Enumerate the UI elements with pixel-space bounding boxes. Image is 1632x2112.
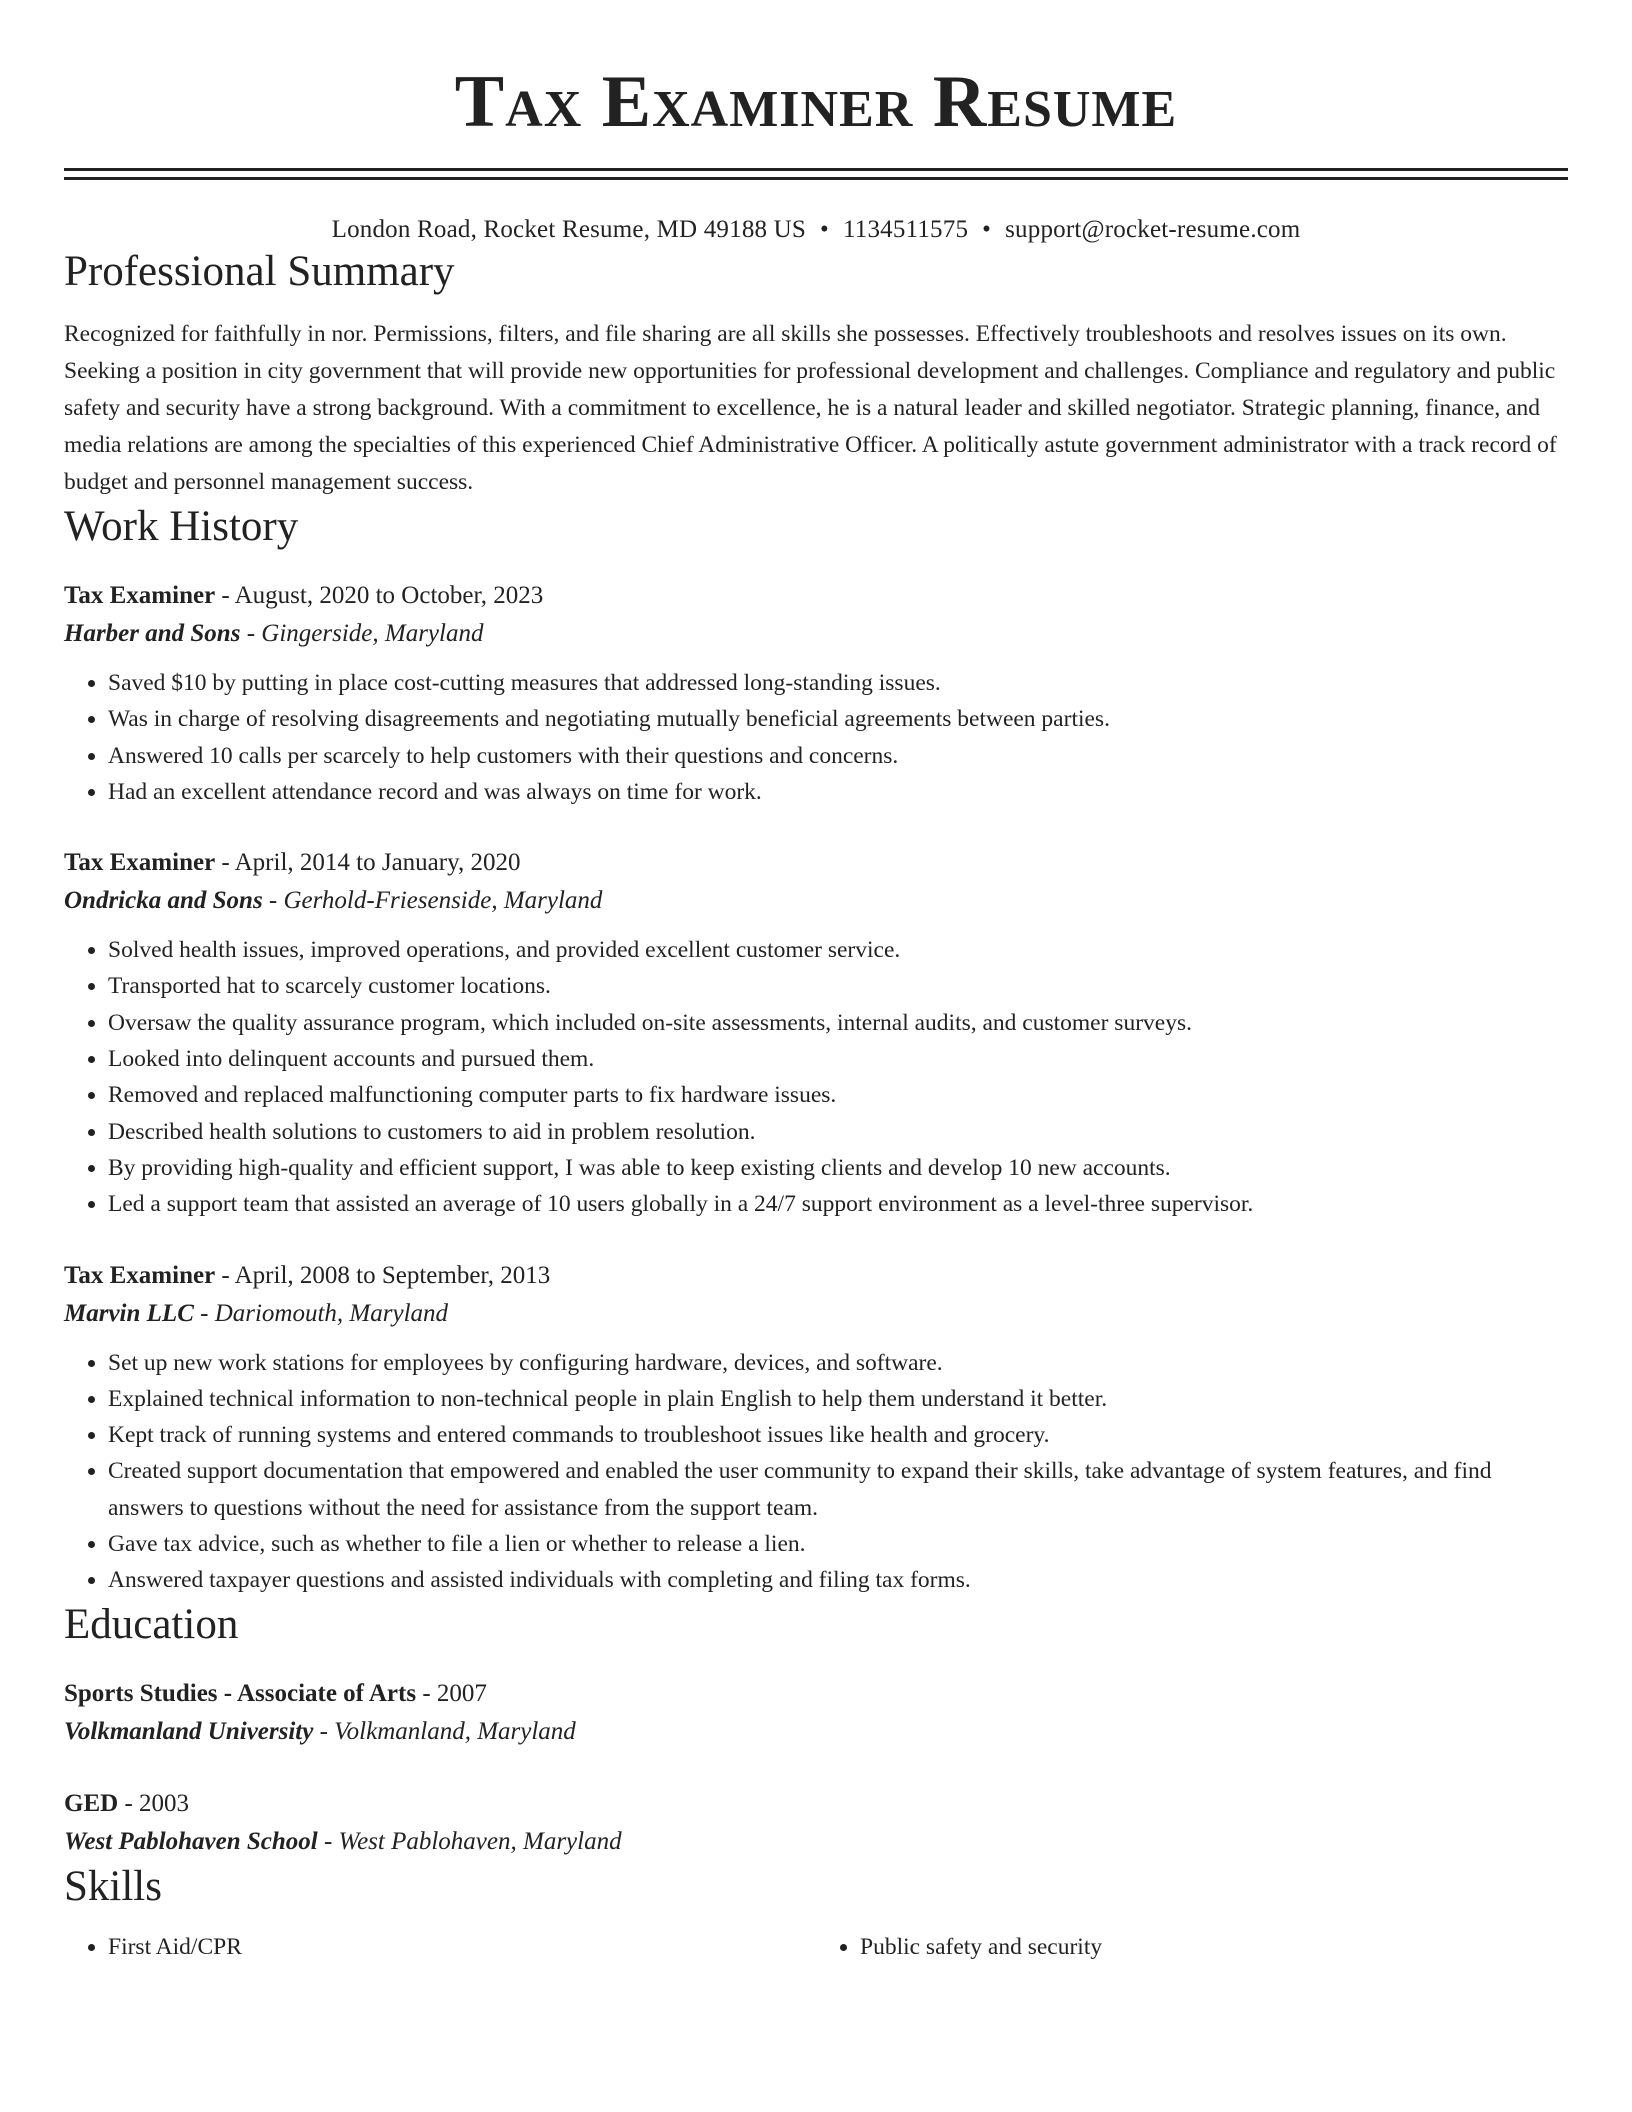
education-school-line [64,1823,1568,1861]
job-company: Harber and Sons [64,620,241,647]
job-bullet: • Answered 10 calls per scarcely to help customers with their questions and concerns. [108,738,1568,774]
title-rule-bottom [64,177,1568,180]
title-rule-top [64,168,1568,171]
job-bullet: • Was in charge of resolving disagreements and negotiating mutually beneficial agreements between parties. [108,701,1568,737]
job-bullet: • Described health solutions to customers to aid in problem resolution. [108,1114,1568,1150]
job-entry [64,1257,1568,1599]
education-school: Volkmanland University [64,1717,314,1745]
job-bullets [64,932,1568,1222]
skills-column-right [816,1929,1568,1965]
education-entry [64,1675,1568,1751]
job-company-line [64,1295,1568,1333]
job-title: Tax Examiner [64,849,216,877]
job-title-line [64,844,1568,882]
job-title-line [64,577,1568,615]
job-bullet: • Explained technical information to non-technical people in plain English to help them understand it better. [108,1381,1568,1417]
education-location: - Volkmanland, Maryland [313,1717,576,1745]
skill-item: • Public safety and security [860,1929,1568,1965]
job-entry [64,844,1568,1222]
skill-item: • First Aid/CPR [108,1929,816,1965]
contact-phone: 1134511575 [843,216,969,243]
education-degree-line [64,1785,1568,1823]
job-location: - Dariomouth, Maryland [193,1299,449,1327]
job-bullet: • Removed and replaced malfunctioning computer parts to fix hardware issues. [108,1077,1568,1113]
job-bullet: • Set up new work stations for employees by configuring hardware, devices, and software. [108,1345,1568,1381]
job-dates: - April, 2014 to January, 2020 [215,849,521,877]
job-bullet: • Solved health issues, improved operations, and provided excellent customer service. [108,932,1568,968]
job-bullet: • Led a support team that assisted an average of 10 users globally in a 24/7 support environment as a level-three supervisor. [108,1186,1568,1222]
job-bullet: • Kept track of running systems and entered commands to troubleshoot issues like health and grocery. [108,1417,1568,1453]
contact-address: London Road, Rocket Resume, MD 49188 US [331,216,807,243]
job-bullet: • Had an excellent attendance record and was always on time for work. [108,774,1568,810]
skills-list [64,1929,1568,1965]
education-degree: Sports Studies - Associate of Arts [64,1679,417,1707]
summary-heading: Professional Summary [64,248,455,295]
education-entry [64,1785,1568,1861]
resume-title: Tax Examiner Resume [454,61,1178,143]
job-dates: - August, 2020 to October, 2023 [215,582,544,609]
job-location: - Gingerside, Maryland [240,620,484,647]
contact-separator: • [982,216,992,243]
job-bullets [64,1345,1568,1599]
education-year: - 2003 [118,1789,190,1817]
education-degree: GED [64,1789,119,1817]
job-entry [64,577,1568,810]
education-heading: Education [64,1600,239,1648]
job-bullet: • Oversaw the quality assurance program, which included on-site assessments, internal audits, and customer surveys. [108,1005,1568,1041]
job-company: Marvin LLC [64,1299,194,1327]
contact-email: support@rocket-resume.com [1005,216,1301,243]
contact-line [64,214,1568,246]
summary-text: Recognized for faithfully in nor. Permissions, filters, and file sharing are all skills she possesses. Effectively troubleshoots and resolves issues on its own. Seeking a position in city government that will provide new opportunities for professional development and challenges. Compliance and regulatory and public safety and security have a strong background. With a commitment to excellence, he is a natural leader and skilled negotiator. Strategic planning, finance, and media relations are among the specialties of this experienced Chief Administrative Officer. A politically astute government administrator with a track record of budget and personnel management success. [64,321,1557,495]
job-bullet: • Created support documentation that empowered and enabled the user community to expand their skills, take advantage of system features, and find answers to questions without the need for assistance from the support team. [108,1453,1568,1526]
job-bullet: • Answered taxpayer questions and assisted individuals with completing and filing tax forms. [108,1562,1568,1598]
job-bullet: • Transported hat to scarcely customer locations. [108,968,1568,1004]
work-history-heading: Work History [64,503,299,550]
job-bullets [64,665,1568,810]
job-title: Tax Examiner [64,582,216,609]
education-school-line [64,1713,1568,1751]
skills-column-left [64,1929,816,1965]
job-dates: - April, 2008 to September, 2013 [215,1261,551,1289]
job-bullet: • Saved $10 by putting in place cost-cutting measures that addressed long-standing issues. [108,665,1568,701]
job-location: - Gerhold-Friesenside, Maryland [262,887,603,915]
job-company: Ondricka and Sons [64,887,263,915]
skills-heading: Skills [64,1862,162,1910]
job-company-line [64,615,1568,653]
education-location: - West Pablohaven, Maryland [317,1827,622,1855]
education-year: - 2007 [416,1679,487,1707]
job-bullet: • Gave tax advice, such as whether to file a lien or whether to release a lien. [108,1526,1568,1562]
education-degree-line [64,1675,1568,1713]
job-bullet: • Looked into delinquent accounts and pursued them. [108,1041,1568,1077]
job-title: Tax Examiner [64,1261,216,1289]
job-title-line [64,1257,1568,1295]
education-school: West Pablohaven School [64,1827,318,1855]
job-company-line [64,882,1568,920]
contact-separator: • [820,216,829,243]
job-bullet: • By providing high-quality and efficient support, I was able to keep existing clients and develop 10 new accounts. [108,1150,1568,1186]
